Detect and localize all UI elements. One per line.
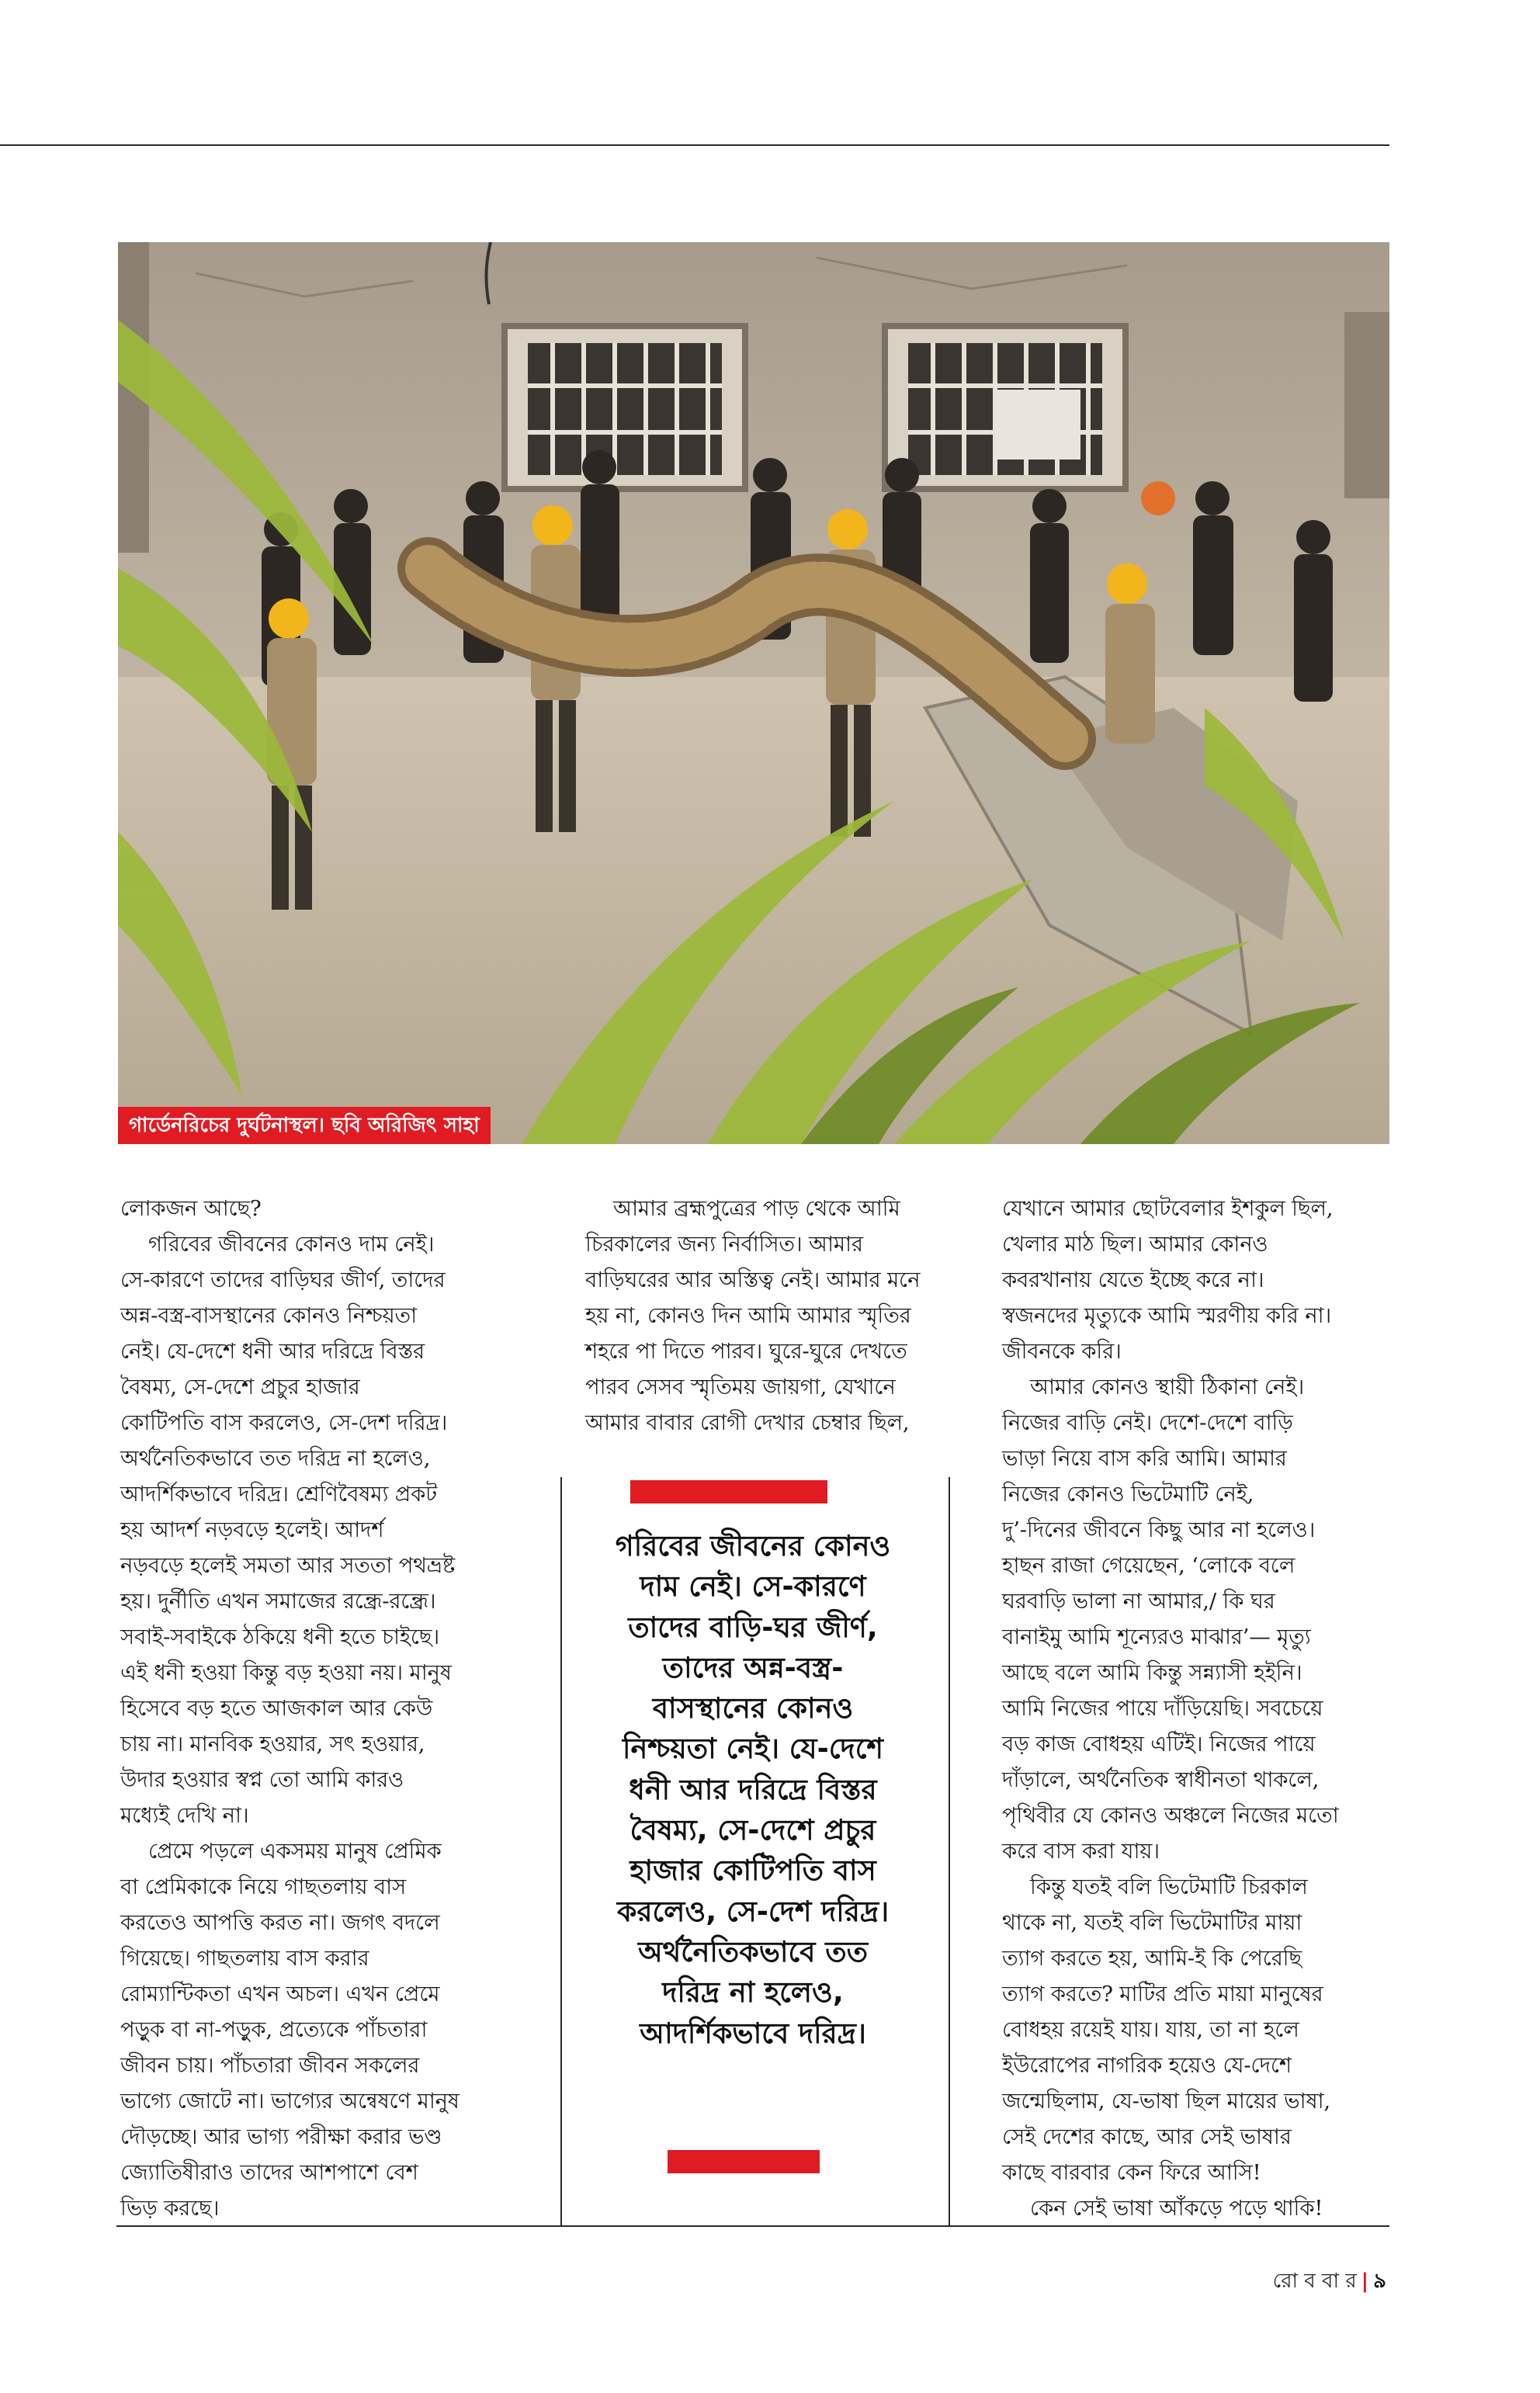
pull-quote [574, 1526, 931, 2054]
text-line: করতেও আপত্তি করত না। জগৎ বদলে [120, 1910, 440, 1935]
text-line: কবরখানায় যেতে ইচ্ছে করে না। [1002, 1268, 1264, 1292]
text-line: থাকে না, যতই বলি ভিটেমাটির মায়া [1002, 1910, 1302, 1935]
pullquote-line: ধনী আর দরিদ্রে বিস্তর [629, 1772, 877, 1806]
text-line: নড়বড়ে হলেই সমতা আর সততা পথভ্রষ্ট [120, 1553, 456, 1578]
page-folio [1273, 2265, 1386, 2299]
pullquote-line: আদর্শিকভাবে দরিদ্র। [640, 2016, 866, 2050]
text-line: এই ধনী হওয়া কিন্তু বড় হওয়া নয়। মানুষ [120, 1660, 452, 1685]
text-line: পৃথিবীর যে কোনও অঞ্চলে নিজের মতো [1002, 1803, 1339, 1828]
pullquote-line: করলেও, সে-দেশ দরিদ্র। [616, 1894, 890, 1928]
text-line: পড়ুক বা না-পড়ুক, প্রত্যেকে পাঁচতারা [120, 2017, 428, 2042]
text-line: স্বজনদের মৃত্যুকে আমি স্মরণীয় করি না। [1002, 1303, 1332, 1328]
pullquote-line: গরিবের জীবনের কোনও [615, 1529, 891, 1562]
text-line: মধ্যেই দেখি না। [120, 1803, 249, 1828]
pullquote-bar-top [630, 1480, 827, 1503]
text-line: রোম্যান্টিকতা এখন অচল। এখন প্রেমে [120, 1982, 440, 2006]
text-line: হয় না, কোনও দিন আমি আমার স্মৃতির [585, 1303, 911, 1328]
text-line: দাঁড়ালে, অর্থনৈতিক স্বাধীনতা থাকলে, [1002, 1767, 1320, 1792]
pullquote-line: দরিদ্র না হলেও, [662, 1975, 844, 2010]
text-line: হয়। দুর্নীতি এখন সমাজের রন্ধ্রে-রন্ধ্রে। [120, 1589, 436, 1614]
text-line: আমার বাবার রোগী দেখার চেম্বার ছিল, [585, 1410, 910, 1435]
text-line: ত্যাগ করতে? মাটির প্রতি মায়া মানুষের [1002, 1982, 1323, 2006]
text-line: বানাইমু আমি শূন্যেরও মাঝার’— মৃত্যু [1002, 1625, 1311, 1649]
column-divider [560, 1477, 562, 2226]
text-line: বাড়িঘরের আর অস্তিত্ব নেই। আমার মনে [585, 1268, 921, 1292]
text-line: গরিবের জীবনের কোনও দাম নেই। [148, 1232, 435, 1257]
text-line: ভাড়া নিয়ে বাস করি আমি। আমার [1002, 1446, 1287, 1471]
text-line: উদার হওয়ার স্বপ্ন তো আমি কারও [120, 1767, 404, 1792]
text-line: নিজের কোনও ভিটেমাটি নেই, [1002, 1482, 1254, 1507]
text-line: দু’-দিনের জীবনে কিছু আর না হলেও। [1002, 1517, 1316, 1542]
text-line: চিরকালের জন্য নির্বাসিত। আমার [585, 1232, 863, 1257]
text-line: আমি নিজের পায়ে দাঁড়িয়েছি। সবচেয়ে [1002, 1696, 1323, 1721]
text-line: করে বাস করা যায়। [1002, 1839, 1160, 1864]
text-line: নিজের বাড়ি নেই। দেশে-দেশে বাড়ি [1002, 1410, 1293, 1435]
pullquote-line: হাজার কোটিপতি বাস [630, 1854, 876, 1888]
pullquote-bar-bottom [668, 2150, 820, 2173]
pullquote-line: তাদের অন্ন-বস্ত্র- [662, 1650, 844, 1684]
pullquote-line: দাম নেই। সে-কারণে [640, 1569, 866, 1604]
text-line: সে-কারণে তাদের বাড়িঘর জীর্ণ, তাদের [120, 1268, 446, 1292]
photo-caption: গার্ডেনরিচের দুর্ঘটনাস্থল। ছবি অরিজিৎ সাহা [118, 1107, 491, 1144]
text-line: আমার ব্রহ্মপুত্রের পাড় থেকে আমি [613, 1196, 900, 1221]
text-line: খেলার মাঠ ছিল। আমার কোনও [1002, 1232, 1268, 1257]
text-line: জীবন চায়। পাঁচতারা জীবন সকলের [120, 2053, 420, 2078]
text-line: জ্যোতিষীরাও তাদের আশপাশে বেশ [120, 2160, 418, 2185]
text-line: লোকজন আছে? [120, 1196, 262, 1221]
text-line: জীবনকে করি। [1002, 1339, 1122, 1364]
text-line: গিয়েছে। গাছতলায় বাস করার [120, 1946, 369, 1971]
pullquote-line: তাদের বাড়ি-ঘর জীর্ণ, [628, 1610, 878, 1644]
folio-separator: | [1361, 2270, 1369, 2293]
text-line: আদর্শিকভাবে দরিদ্র। শ্রেণিবৈষম্য প্রকট [120, 1482, 437, 1507]
photo-illustration [118, 242, 1389, 1144]
text-line: শহরে পা দিতে পারব। ঘুরে-ঘুরে দেখতে [585, 1339, 907, 1364]
text-line: অর্থনৈতিকভাবে তত দরিদ্র না হলেও, [120, 1446, 431, 1471]
text-line: কোটিপতি বাস করলেও, সে-দেশ দরিদ্র। [120, 1410, 448, 1435]
text-line: ত্যাগ করতে হয়, আমি-ই কি পেরেছি [1002, 1946, 1302, 1971]
text-line: নেই। যে-দেশে ধনী আর দরিদ্রে বিস্তর [120, 1339, 425, 1364]
pullquote-line: অর্থনৈতিকভাবে তত [638, 1934, 868, 1968]
text-line: ভাগ্যে জোটে না। ভাগ্যের অন্বেষণে মানুষ [120, 2089, 460, 2114]
text-line: কাছে বারবার কেন ফিরে আসি! [1002, 2160, 1261, 2185]
text-line: ভিড় করছে। [120, 2196, 220, 2221]
page-number: ৯ [1373, 2270, 1386, 2293]
text-line: যেখানে আমার ছোটবেলার ইশকুল ছিল, [1002, 1196, 1334, 1221]
text-line: বোধহয় রয়েই যায়। যায়, তা না হলে [1002, 2017, 1299, 2042]
pullquote-line: নিশ্চয়তা নেই। যে-দেশে [623, 1732, 883, 1766]
text-line: হিসেবে বড় হতে আজকাল আর কেউ [120, 1696, 433, 1721]
column-divider [949, 1477, 950, 2226]
text-line: বা প্রেমিকাকে নিয়ে গাছতলায় বাস [120, 1875, 406, 1899]
article-column-2 [585, 1191, 950, 1441]
magazine-name: রো ব বা র [1272, 2270, 1357, 2293]
text-line: আছে বলে আমি কিন্তু সন্ন্যাসী হইনি। [1002, 1660, 1302, 1685]
text-line: কেন সেই ভাষা আঁকড়ে পড়ে থাকি! [1030, 2196, 1323, 2221]
top-rule [0, 144, 1389, 146]
text-line: চায় না। মানবিক হওয়ার, সৎ হওয়ার, [120, 1732, 425, 1757]
text-line: প্রেমে পড়লে একসময় মানুষ প্রেমিক [148, 1839, 442, 1864]
text-line: ঘরবাড়ি ভালা না আমার,/ কি ঘর [1002, 1589, 1275, 1614]
text-line: বৈষম্য, সে-দেশে প্রচুর হাজার [120, 1375, 360, 1399]
text-line: সেই দেশের কাছে, আর সেই ভাষার [1002, 2124, 1292, 2149]
bottom-rule [116, 2225, 1389, 2227]
text-line: সবাই-সবাইকে ঠকিয়ে ধনী হতে চাইছে। [120, 1625, 439, 1649]
article-column-1 [120, 1191, 508, 2226]
text-line: হাছন রাজা গেয়েছেন, ‘লোকে বলে [1002, 1553, 1295, 1578]
text-line: অন্ন-বস্ত্র-বাসস্থানের কোনও নিশ্চয়তা [120, 1303, 417, 1328]
pullquote-line: বাসস্থানের কোনও [652, 1691, 854, 1725]
article-column-3 [1002, 1191, 1390, 2226]
text-line: দৌড়চ্ছে। আর ভাগ্য পরীক্ষা করার ভণ্ড [120, 2124, 442, 2149]
text-line: পারব সেসব স্মৃতিময় জায়গা, যেখানে [585, 1375, 896, 1399]
text-line: কিন্তু যতই বলি ভিটেমাটি চিরকাল [1030, 1875, 1308, 1899]
text-line: আমার কোনও স্থায়ী ঠিকানা নেই। [1030, 1375, 1304, 1399]
pullquote-line: বৈষম্য, সে-দেশে প্রচুর [630, 1813, 876, 1847]
text-line: জন্মেছিলাম, যে-ভাষা ছিল মায়ের ভাষা, [1002, 2089, 1330, 2114]
text-line: ইউরোপের নাগরিক হয়েও যে-দেশে [1002, 2053, 1292, 2078]
text-line: বড় কাজ বোধহয় এটিই। নিজের পায়ে [1002, 1732, 1316, 1757]
text-line: হয় আদর্শ নড়বড়ে হলেই। আদর্শ [120, 1517, 384, 1542]
article-photo [118, 242, 1389, 1144]
